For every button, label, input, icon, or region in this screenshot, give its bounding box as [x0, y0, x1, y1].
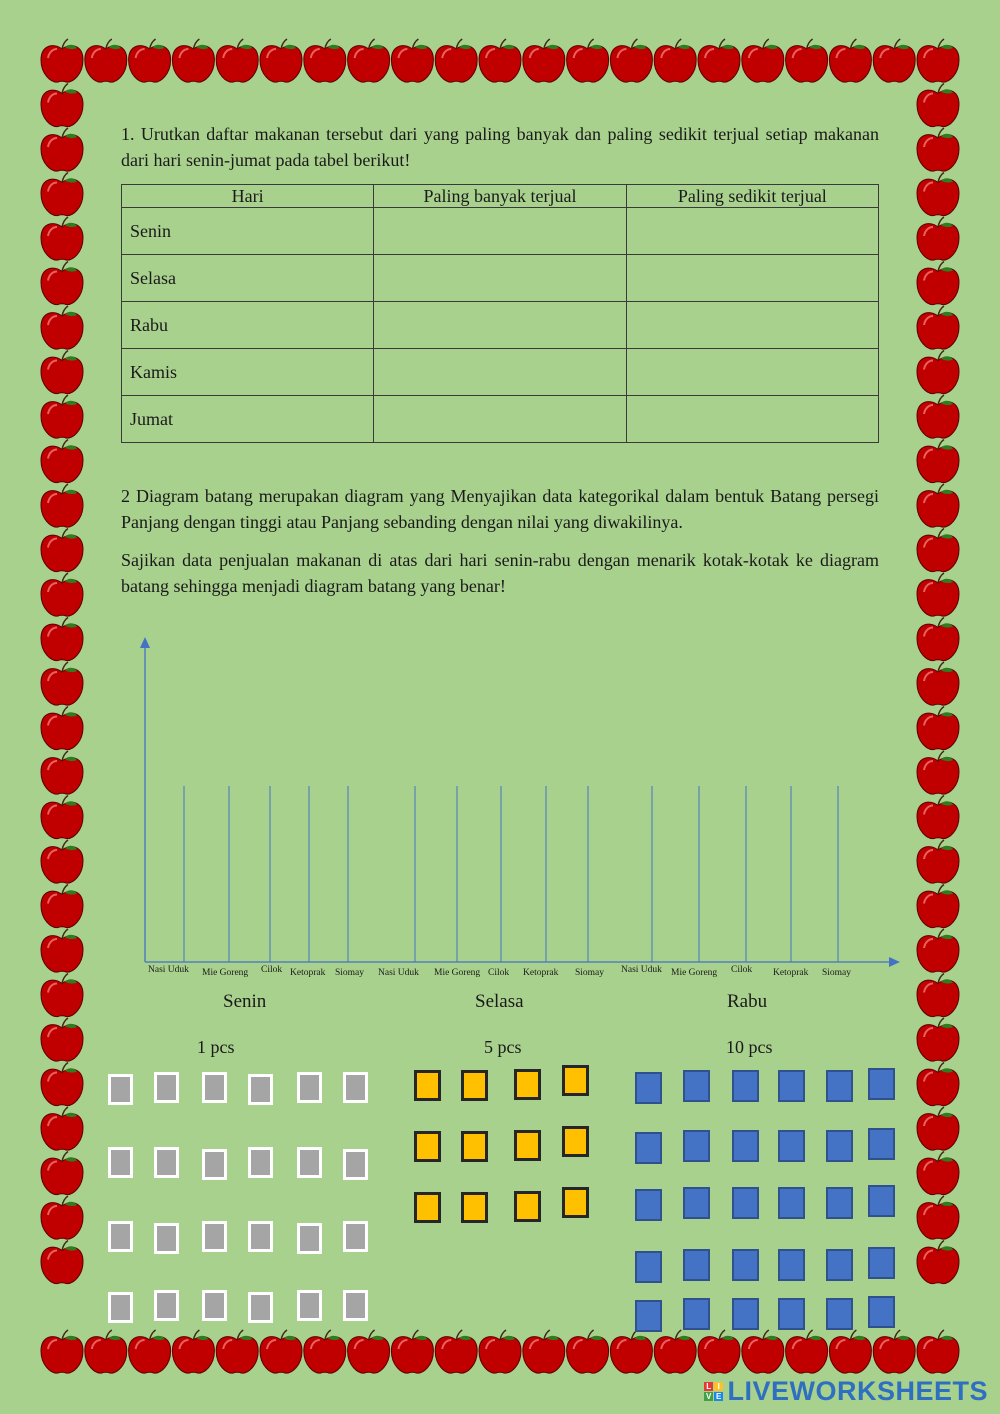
box-1-pcs[interactable] [297, 1290, 322, 1321]
box-10-pcs[interactable] [778, 1130, 805, 1162]
box-1-pcs[interactable] [154, 1147, 179, 1178]
brand-name: LIVEWORKSHEETS [727, 1376, 988, 1406]
box-1-pcs[interactable] [343, 1290, 368, 1321]
category-label: Cilok [488, 968, 510, 978]
box-5-pcs[interactable] [562, 1126, 589, 1157]
legend-1-pcs: 1 pcs [197, 1037, 235, 1057]
category-label: Cilok [261, 965, 283, 975]
box-10-pcs[interactable] [683, 1187, 710, 1219]
box-1-pcs[interactable] [108, 1147, 133, 1178]
question-2-instruction: Sajikan data penjualan makanan di atas dari hari senin-rabu dengan menarik kotak-kotak ke diagram batang sehingga menjadi diagram batang yang benar! [121, 550, 879, 596]
category-label: Nasi Uduk [148, 965, 189, 975]
box-10-pcs[interactable] [868, 1185, 895, 1217]
box-10-pcs[interactable] [868, 1068, 895, 1100]
box-5-pcs[interactable] [514, 1191, 541, 1222]
liveworksheets-icon: L I V E [706, 1382, 722, 1401]
box-10-pcs[interactable] [635, 1132, 662, 1164]
day-cell: Rabu [122, 302, 374, 349]
box-5-pcs[interactable] [562, 1187, 589, 1218]
header-paling-sedikit: Paling sedikit terjual [626, 185, 878, 208]
box-10-pcs[interactable] [683, 1249, 710, 1281]
box-10-pcs[interactable] [826, 1298, 853, 1330]
box-10-pcs[interactable] [778, 1187, 805, 1219]
box-10-pcs[interactable] [868, 1296, 895, 1328]
box-10-pcs[interactable] [683, 1130, 710, 1162]
day-cell: Selasa [122, 255, 374, 302]
box-10-pcs[interactable] [732, 1298, 759, 1330]
category-label: Ketoprak [773, 968, 809, 978]
box-1-pcs[interactable] [154, 1072, 179, 1103]
box-1-pcs[interactable] [202, 1221, 227, 1252]
box-5-pcs[interactable] [414, 1192, 441, 1223]
box-1-pcs[interactable] [343, 1072, 368, 1103]
box-1-pcs[interactable] [343, 1149, 368, 1180]
box-10-pcs[interactable] [635, 1300, 662, 1332]
box-10-pcs[interactable] [778, 1070, 805, 1102]
day-cell: Jumat [122, 396, 374, 443]
header-hari: Hari [122, 185, 374, 208]
box-5-pcs[interactable] [461, 1070, 488, 1101]
box-1-pcs[interactable] [108, 1221, 133, 1252]
category-label: Ketoprak [523, 968, 559, 978]
box-1-pcs[interactable] [343, 1221, 368, 1252]
box-1-pcs[interactable] [297, 1072, 322, 1103]
category-label: Mie Goreng [671, 968, 718, 978]
box-1-pcs[interactable] [248, 1074, 273, 1105]
box-5-pcs[interactable] [414, 1070, 441, 1101]
category-label: Siomay [335, 968, 365, 978]
category-label: Siomay [822, 968, 852, 978]
box-1-pcs[interactable] [108, 1074, 133, 1105]
box-1-pcs[interactable] [108, 1292, 133, 1323]
box-10-pcs[interactable] [778, 1298, 805, 1330]
box-5-pcs[interactable] [514, 1130, 541, 1161]
legend-5-pcs: 5 pcs [484, 1037, 522, 1057]
box-10-pcs[interactable] [683, 1070, 710, 1102]
question-1-text: 1. Urutkan daftar makanan tersebut dari yang paling banyak dan paling sedikit terjual setiap makanan dari hari senin-jumat pada tabel berikut! [121, 124, 879, 170]
group-label-senin: Senin [223, 991, 267, 1012]
box-1-pcs[interactable] [248, 1221, 273, 1252]
legend-10-pcs: 10 pcs [726, 1037, 773, 1057]
category-label: Nasi Uduk [378, 968, 419, 978]
box-1-pcs[interactable] [248, 1147, 273, 1178]
box-10-pcs[interactable] [826, 1130, 853, 1162]
box-5-pcs[interactable] [562, 1065, 589, 1096]
question-2-definition: 2 Diagram batang merupakan diagram yang Menyajikan data kategorikal dalam bentuk Batang persegi Panjang dengan tinggi atau Panjang sebanding dengan nilai yang diwakilinya. [121, 486, 879, 532]
box-10-pcs[interactable] [868, 1247, 895, 1279]
category-label: Mie Goreng [202, 968, 249, 978]
category-label: Nasi Uduk [621, 965, 662, 975]
box-5-pcs[interactable] [461, 1131, 488, 1162]
box-10-pcs[interactable] [635, 1189, 662, 1221]
box-10-pcs[interactable] [635, 1251, 662, 1283]
box-10-pcs[interactable] [826, 1187, 853, 1219]
group-label-selasa: Selasa [475, 991, 524, 1012]
box-10-pcs[interactable] [778, 1249, 805, 1281]
box-10-pcs[interactable] [635, 1072, 662, 1104]
y-axis-arrow [140, 637, 150, 648]
day-cell: Kamis [122, 349, 374, 396]
x-axis-arrow [889, 957, 900, 967]
box-10-pcs[interactable] [732, 1187, 759, 1219]
box-10-pcs[interactable] [732, 1249, 759, 1281]
category-label: Mie Goreng [434, 968, 481, 978]
box-1-pcs[interactable] [202, 1290, 227, 1321]
header-paling-banyak: Paling banyak terjual [374, 185, 626, 208]
day-cell: Senin [122, 208, 374, 255]
box-1-pcs[interactable] [154, 1223, 179, 1254]
box-10-pcs[interactable] [732, 1070, 759, 1102]
box-1-pcs[interactable] [248, 1292, 273, 1323]
category-label: Ketoprak [290, 968, 326, 978]
box-10-pcs[interactable] [683, 1298, 710, 1330]
box-1-pcs[interactable] [202, 1149, 227, 1180]
box-5-pcs[interactable] [414, 1131, 441, 1162]
box-1-pcs[interactable] [297, 1223, 322, 1254]
box-10-pcs[interactable] [826, 1070, 853, 1102]
box-10-pcs[interactable] [826, 1249, 853, 1281]
box-10-pcs[interactable] [732, 1130, 759, 1162]
box-1-pcs[interactable] [297, 1147, 322, 1178]
box-10-pcs[interactable] [868, 1128, 895, 1160]
box-5-pcs[interactable] [461, 1192, 488, 1223]
liveworksheets-logo [704, 1376, 988, 1407]
category-label: Siomay [575, 968, 605, 978]
group-label-rabu: Rabu [727, 991, 768, 1012]
box-1-pcs[interactable] [202, 1072, 227, 1103]
box-1-pcs[interactable] [154, 1290, 179, 1321]
category-label: Cilok [731, 965, 753, 975]
box-5-pcs[interactable] [514, 1069, 541, 1100]
